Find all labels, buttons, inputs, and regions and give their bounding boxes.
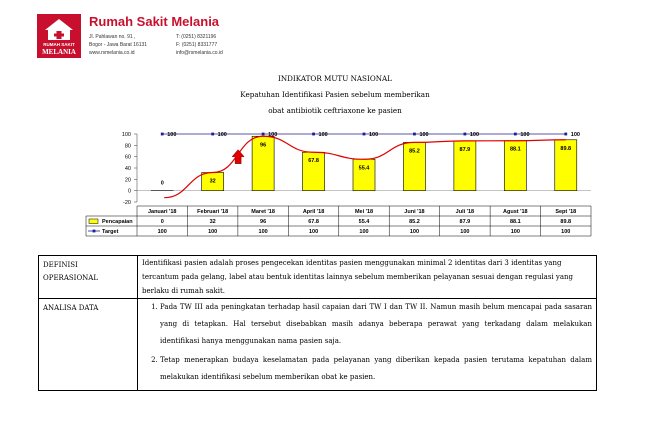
definition-text: Identifikasi pasien adalah proses pengecekan identitas pasien menggunakan minimal 2 identitas dari 3 identitas yang tercantum pada gelang, label atau bentuk identitas lainnya sebelum memberikan pelayanan sesuai dengan regulasi yang berlaku di rumah sakit.: [138, 256, 597, 299]
target-label: 100: [268, 132, 278, 138]
target-point: [363, 133, 366, 136]
target-point: [514, 133, 517, 136]
table-cell: 100: [208, 229, 218, 235]
data-label: 88.1: [509, 146, 521, 153]
increase-arrow-icon: [232, 150, 244, 164]
data-label: 32: [209, 178, 216, 185]
table-row-label: Target: [102, 229, 119, 235]
y-tick-label: -20: [123, 200, 131, 206]
category-label: Januari '18: [147, 209, 177, 215]
target-point: [161, 133, 164, 136]
y-tick-label: 20: [124, 177, 131, 184]
y-tick-label: 80: [124, 143, 131, 150]
table-cell: 55.4: [358, 219, 370, 225]
analysis-cell: [138, 299, 597, 391]
hospital-name: Rumah Sakit Melania: [89, 14, 220, 29]
address-line2: Bogor - Jawa Barat 16131: [89, 42, 148, 48]
analysis-point-2: 2. Tetap menerapkan budaya keselamatan pada pelayanan yang diberikan kepada pasien terutama kepatuhan dalam melakukan identifikasi sebelum memberikan obat ke pasien.: [160, 352, 592, 386]
logo-text-top: RUMAH SAKIT: [43, 42, 75, 47]
definition-label: [39, 256, 138, 299]
target-point: [413, 133, 416, 136]
table-cell: 100: [561, 229, 571, 235]
table-cell: 32: [209, 219, 216, 225]
category-label: Maret '18: [251, 209, 275, 215]
table-cell: 0: [160, 219, 164, 225]
y-tick-label: 40: [124, 166, 131, 172]
analysis-row: [39, 299, 597, 391]
target-point: [262, 133, 265, 136]
definition-label-line1: DEFINISI: [43, 261, 78, 269]
analysis-label: ANALISA DATA: [39, 299, 138, 391]
target-label: 100: [318, 132, 328, 138]
table-cell: 100: [157, 229, 167, 235]
definition-row: [39, 256, 597, 299]
table-cell: 100: [409, 229, 420, 235]
legend-swatch-achievement: [89, 219, 98, 224]
y-tick-label: 0: [127, 188, 131, 195]
table-cell: 100: [258, 229, 268, 235]
y-tick-label: 60: [124, 154, 131, 161]
table-cell: 88.1: [509, 219, 521, 225]
fax-number: F: (0251) 8331777: [176, 42, 218, 48]
analysis-point-1: 1. Pada TW III ada peningkatan terhadap hasil capaian dari TW I dan TW II. Namun masih belum mencapai pada sasaran yang di tetapkan. Hal tersebut disebabkan masih adanya beberapa perawat yang terkadang dalam melakukan identifikasi hanya menggunakan nama pasien saja.: [160, 299, 592, 350]
table-cell: 100: [359, 229, 369, 235]
data-label: 67.8: [308, 158, 319, 165]
table-cell: 89.8: [560, 219, 572, 225]
logo-text-bottom: MELANIA: [42, 48, 76, 56]
category-label: Juni '18: [404, 209, 425, 215]
target-label: 100: [167, 132, 177, 138]
category-label: Juli '18: [455, 209, 475, 215]
data-label: 85.2: [409, 148, 420, 155]
category-label: Sept '18: [555, 209, 577, 215]
website-link[interactable]: www.rsmelania.co.id: [89, 50, 135, 56]
target-label: 100: [217, 132, 227, 138]
table-cell: 100: [510, 229, 520, 235]
table-cell: 100: [460, 229, 470, 235]
report-subtitle-2: obat antibiotik ceftriaxone ke pasien: [268, 106, 402, 115]
category-label: Mei '18: [354, 209, 374, 215]
report-subtitle-1: Kepatuhan Identifikasi Pasien sebelum memberikan: [240, 90, 430, 99]
data-label: 0: [160, 180, 164, 187]
category-label: Februari '18: [197, 209, 229, 215]
table-cell: 87.9: [459, 219, 471, 225]
target-label: 100: [570, 132, 580, 138]
category-label: Agust '18: [503, 209, 528, 215]
table-cell: 100: [308, 229, 319, 235]
report-title: INDIKATOR MUTU NASIONAL: [278, 74, 392, 83]
address-line1: Jl. Pahlawan no. 91 ,: [89, 34, 136, 40]
data-label: 89.8: [560, 145, 572, 152]
data-label: 55.4: [358, 165, 370, 172]
email-link[interactable]: info@rsmelania.co.id: [176, 50, 223, 56]
target-label: 100: [419, 132, 429, 138]
table-cell: 96: [260, 219, 267, 225]
target-label: 100: [520, 132, 530, 138]
legend-marker-target: [93, 230, 96, 233]
indicator-table: [38, 255, 597, 391]
phone-number: T: (0251) 8321196: [176, 34, 217, 40]
data-label: 96: [260, 142, 267, 149]
target-point: [564, 133, 567, 136]
table-cell: 85.2: [409, 219, 420, 225]
target-point: [312, 133, 315, 136]
target-label: 100: [369, 132, 379, 138]
data-label: 87.9: [459, 146, 471, 153]
analysis-list: [138, 299, 596, 386]
definition-label-line2: OPERASIONAL: [43, 274, 99, 282]
table-cell: 67.8: [308, 219, 319, 225]
category-label: April '18: [302, 209, 325, 215]
target-point: [211, 133, 214, 136]
y-tick-label: 100: [121, 132, 131, 138]
target-point: [463, 133, 466, 136]
target-label: 100: [469, 132, 480, 138]
table-row-label: Pencapaian: [102, 219, 133, 225]
